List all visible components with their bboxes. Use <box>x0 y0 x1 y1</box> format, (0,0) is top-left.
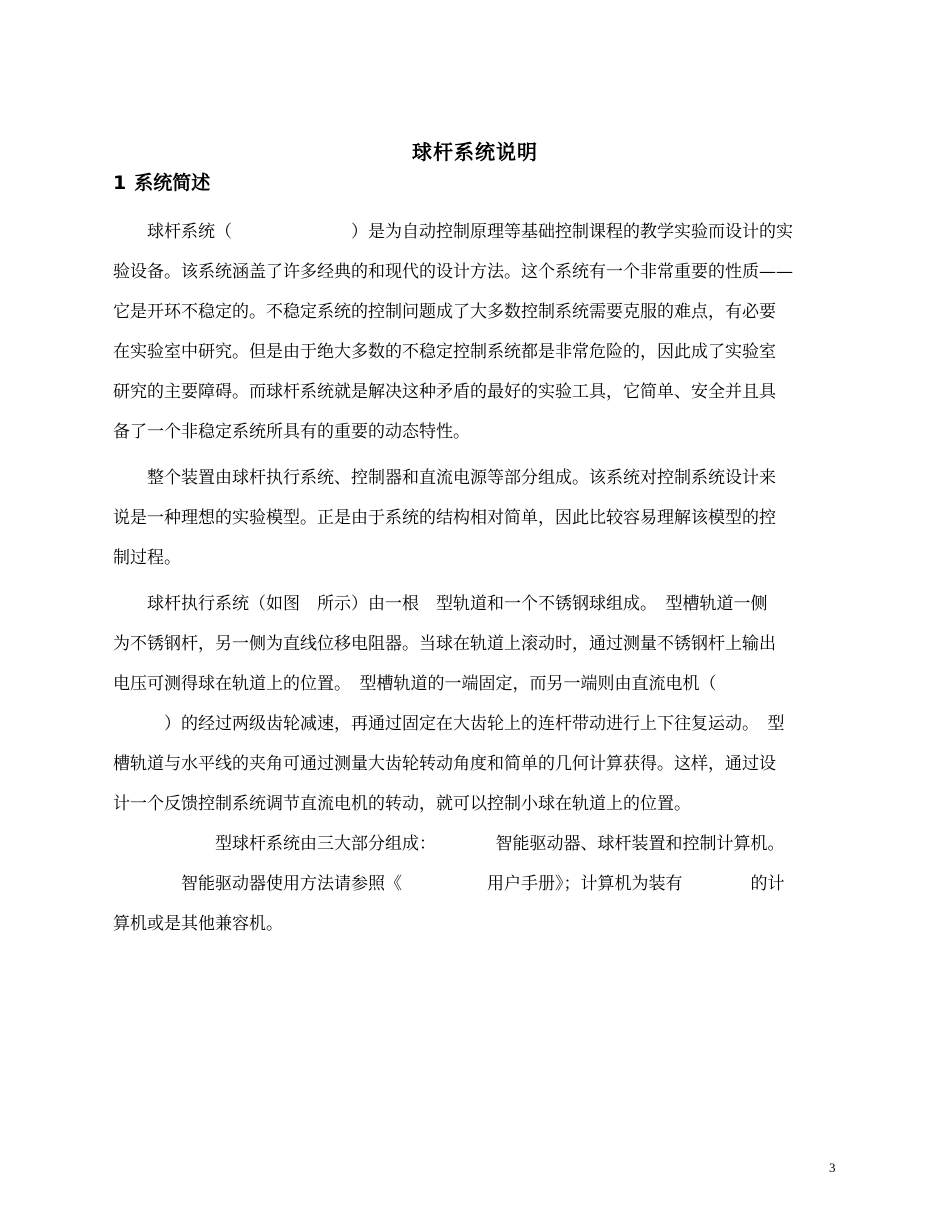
text-line: 验设备。该系统涵盖了许多经典的和现代的设计方法。这个系统有一个非常重要的性质—— <box>113 262 793 282</box>
text-line: ）的经过两级齿轮减速，再通过固定在大齿轮上的连杆带动进行上下往复运动。 型 <box>113 714 785 734</box>
text-line: 型球杆系统由三大部分组成： 智能驱动器、球杆装置和控制计算机。 <box>113 834 785 854</box>
text-line: 它是开环不稳定的。不稳定系统的控制问题成了大多数控制系统需要克服的难点，有必要 <box>113 302 776 322</box>
page-number: 3 <box>829 1160 836 1175</box>
section-title: 系统简述 <box>134 172 211 194</box>
text-line: 电压可测得球在轨道上的位置。 型槽轨道的一端固定，而另一端则由直流电机（ <box>113 674 717 694</box>
text-line: 智能驱动器使用方法请参照《 用户手册》；计算机为装有 的计 <box>113 874 785 894</box>
text-line: 计一个反馈控制系统调节直流电机的转动，就可以控制小球在轨道上的位置。 <box>113 794 691 814</box>
text-line: 算机或是其他兼容机。 <box>113 914 283 934</box>
text-line: 制过程。 <box>113 548 181 568</box>
text-line: 球杆执行系统（如图 所示）由一根 型轨道和一个不锈钢球组成。 型槽轨道一侧 <box>113 594 768 614</box>
section-number: 1 <box>113 172 127 194</box>
text-line: 备了一个非稳定系统所具有的重要的动态特性。 <box>113 422 470 442</box>
text-line: 说是一种理想的实验模型。正是由于系统的结构相对简单，因此比较容易理解该模型的控 <box>113 508 776 528</box>
text-line: 球杆系统（ ）是为自动控制原理等基础控制课程的教学实验而设计的实 <box>113 222 793 242</box>
text-line: 研究的主要障碍。而球杆系统就是解决这种矛盾的最好的实验工具，它简单、安全并且具 <box>113 382 776 402</box>
text-line: 为不锈钢杆，另一侧为直线位移电阻器。当球在轨道上滚动时，通过测量不锈钢杆上输出 <box>113 634 776 654</box>
page-title: 球杆系统说明 <box>412 140 538 164</box>
text-line: 在实验室中研究。但是由于绝大多数的不稳定控制系统都是非常危险的，因此成了实验室 <box>113 342 776 362</box>
text-line: 整个装置由球杆执行系统、控制器和直流电源等部分组成。该系统对控制系统设计来 <box>113 468 776 488</box>
section-heading <box>113 168 210 195</box>
text-line: 槽轨道与水平线的夹角可通过测量大齿轮转动角度和简单的几何计算获得。这样，通过设 <box>113 754 776 774</box>
